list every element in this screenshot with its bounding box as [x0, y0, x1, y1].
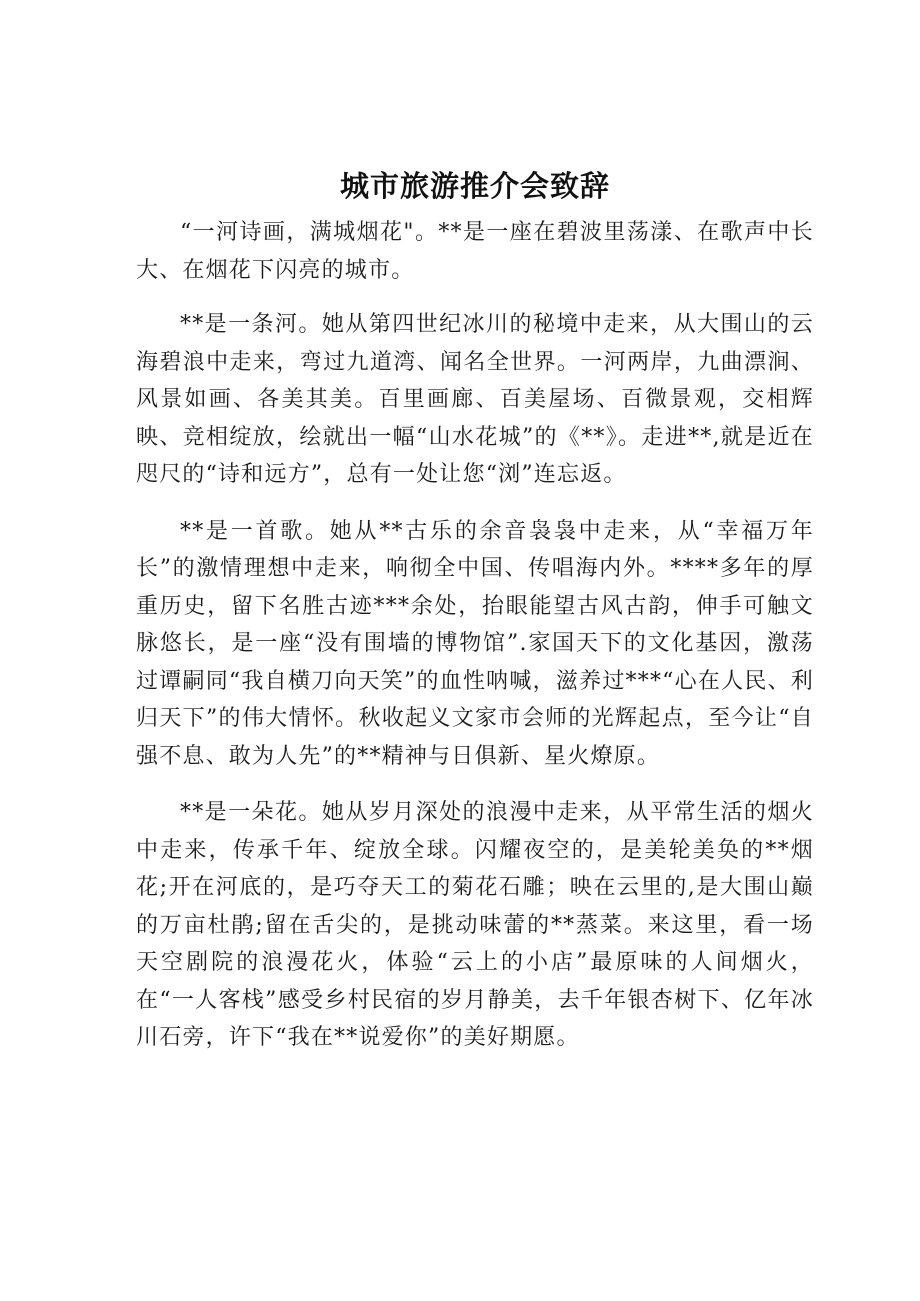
- paragraph-flower: **是一朵花。她从岁月深处的浪漫中走来，从平常生活的烟火中走来，传承千年、绽放全球。闪耀夜空的，是美轮美奂的**烟花;开在河底的，是巧夺天工的菊花石雕；映在云里的,是大围山巅的万亩杜鹃;留在舌尖的，是挑动味蕾的**蒸菜。来这里，看一场天空剧院的浪漫花火，体验“云上的小店”最原味的人间烟火，在“一人客栈”感受乡村民宿的岁月静美，去千年银杏树下、亿年冰川石旁，许下“我在**说爱你”的美好期愿。: [136, 800, 814, 1050]
- document-title: 城市旅游推介会致辞: [339, 169, 610, 203]
- paragraph-intro: “一河诗画，满城烟花"。**是一座在碧波里荡漾、在歌声中长大、在烟花下闪亮的城市。: [136, 220, 814, 283]
- paragraph-song: **是一首歌。她从**古乐的余音袅袅中走来，从“幸福万年长”的激情理想中走来，响彻全中国、传唱海内外。****多年的厚重历史，留下名胜古迹***余处，抬眼能望古风古韵，伸手可触文脉悠长，是一座“没有围墙的博物馆”.家国天下的文化基因，激荡过谭嗣同“我自横刀向天笑”的血性呐喊，滋养过***“心在人民、利归天下”的伟大情怀。秋收起义文家市会师的光辉起点，至今让“自强不息、敢为人先”的**精神与日俱新、星火燎原。: [136, 518, 814, 769]
- paragraph-river: **是一条河。她从第四世纪冰川的秘境中走来，从大围山的云海碧浪中走来，弯过九道湾、闻名全世界。一河两岸，九曲漂涧、风景如画、各美其美。百里画廊、百美屋场、百微景观，交相辉映、竞相绽放，绘就出一幅“山水花城”的《**》。走进**,就是近在咫尺的“诗和远方”，总有一处让您“浏”连忘返。: [136, 312, 814, 487]
